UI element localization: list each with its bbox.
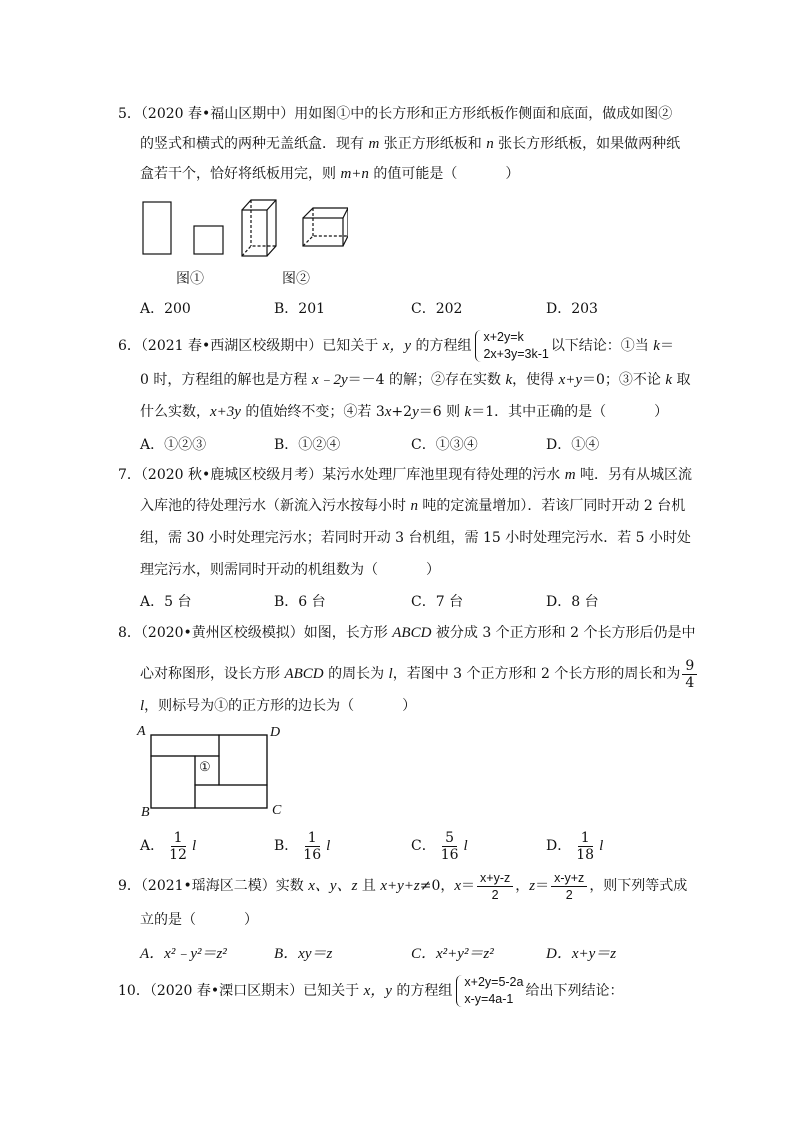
q8-label-c: C <box>272 803 282 818</box>
q7-option-a: A．5 台 <box>140 594 192 610</box>
q8-left-square <box>151 756 195 808</box>
q8-label-a: A <box>137 724 146 739</box>
q6-option-d: D．①④ <box>546 437 600 453</box>
q8-label-d: D <box>270 725 281 740</box>
q5-option-b: B．201 <box>274 301 326 317</box>
q8-line-3: l，则标号为①的正方形的边长为（ ） <box>140 698 417 714</box>
q5-option-a: A．200 <box>140 301 191 317</box>
q7-line-4: 理完污水，则需同时开动的机组数为（ ） <box>140 562 440 578</box>
q8-top-left-rectangle <box>151 735 219 756</box>
q5-line-3: 盒若干个，恰好将纸板用完，则 m+n 的值可能是（ ） <box>140 166 520 182</box>
q10-line-1: 10．（2020 春•溧口区期末）已知关于 x，y 的方程组 x+2y=5-2a x-y=4a-1 给出下列结论： <box>118 975 624 1006</box>
q8-option-b: B． $\frac{1}{16}$ l <box>274 829 331 863</box>
q6-line-1: 6．（2021 春•西湖区校级期中）已知关于 x，y 的方程组 x+2y=k 2x+3y=3k-1 以下结论：①当 k＝ <box>118 330 674 361</box>
q6-option-c: C．①③④ <box>411 437 478 453</box>
q9-line-2: 立的是（ ） <box>140 912 258 928</box>
q8-square-mark: ① <box>199 760 211 775</box>
q8-option-c: C． $\frac{5}{16}$ l <box>411 829 468 863</box>
q8-fraction: $\frac{9}{4}$ <box>682 658 697 691</box>
q5-figure-2-label: 图② <box>282 271 310 287</box>
q9-option-a: A．x²﹣y²＝z² <box>140 946 227 962</box>
q7-line-2: 入库池的待处理污水（新流入污水按每小时 n 吨的定流量增加）．若该厂同时开动 2 台机 <box>140 498 686 514</box>
q5-figure <box>138 196 348 266</box>
q10-equation-system: x+2y=5-2a x-y=4a-1 <box>454 974 523 1008</box>
q5-figure-1-label: 图① <box>176 271 204 287</box>
q6-equation-system: x+2y=k 2x+3y=3k-1 <box>473 329 548 363</box>
q9-option-d: D．x+y＝z <box>546 946 617 962</box>
q5-option-c: C．202 <box>411 301 463 317</box>
q8-option-d: D． $\frac{1}{18}$ l <box>546 829 604 863</box>
q8-bottom-right-rectangle <box>195 785 267 808</box>
q7-line-3: 组，需 30 小时处理完污水；若同时开动 3 台机组，需 15 小时处理完污水．若 5 小时处 <box>140 530 692 546</box>
q8-right-square <box>219 735 267 785</box>
q6-line-2: 0 时，方程组的解也是方程 x﹣2y＝－4 的解；②存在实数 k，使得 x+y＝0；③不论 k 取 <box>140 372 691 388</box>
q5-line-1: 5．（2020 春•福山区期中）用如图①中的长方形和正方形纸板作侧面和底面，做成如图② <box>118 106 673 122</box>
q9-option-b: B．xy＝z <box>274 946 333 962</box>
q7-line-1: 7．（2020 秋•鹿城区校级月考）某污水处理厂库池里现有待处理的污水 m 吨．另有从城区流 <box>118 467 692 483</box>
q8-line-1: 8．（2020•黄州区校级模拟）如图，长方形 ABCD 被分成 3 个正方形和 2 个长方形后仍是中 <box>118 625 696 641</box>
q5-vertical-box <box>242 200 276 256</box>
q9-option-c: C．x²+y²＝z² <box>411 946 494 962</box>
q5-line-2: 的竖式和横式的两种无盖纸盒．现有 m 张正方形纸板和 n 张长方形纸板，如果做两种纸 <box>140 136 681 152</box>
q7-option-c: C．7 台 <box>411 594 464 610</box>
q9-line-1: 9．（2021•瑶海区二模）实数 x、y、z 且 x+y+z≠0，x＝ $\frac{x+y-z}{2}$ ，z＝ $\frac{x-y+z}{2}$ ，则下列等式成 <box>118 870 688 902</box>
q5-square-board <box>194 226 223 254</box>
q6-option-a: A．①②③ <box>140 437 207 453</box>
q7-option-b: B．6 台 <box>274 594 326 610</box>
q5-horizontal-box <box>303 208 348 246</box>
q8-line-2: 心对称图形，设长方形 ABCD 的周长为 l，若图中 3 个正方形和 2 个长方形的周长和为 $\frac{9}{4}$ <box>140 656 699 692</box>
q7-option-d: D．8 台 <box>546 594 599 610</box>
q6-line-3: 什么实数，x+3y 的值始终不变；④若 3x+2y＝6 则 k＝1．其中正确的是（ ） <box>140 404 669 420</box>
q5-option-d: D．203 <box>546 301 598 317</box>
q6-option-b: B．①②④ <box>274 437 341 453</box>
q8-option-a: A． $\frac{1}{12}$ l <box>140 829 197 863</box>
q5-rectangle-board <box>143 202 171 254</box>
q8-label-b: B <box>141 805 150 820</box>
